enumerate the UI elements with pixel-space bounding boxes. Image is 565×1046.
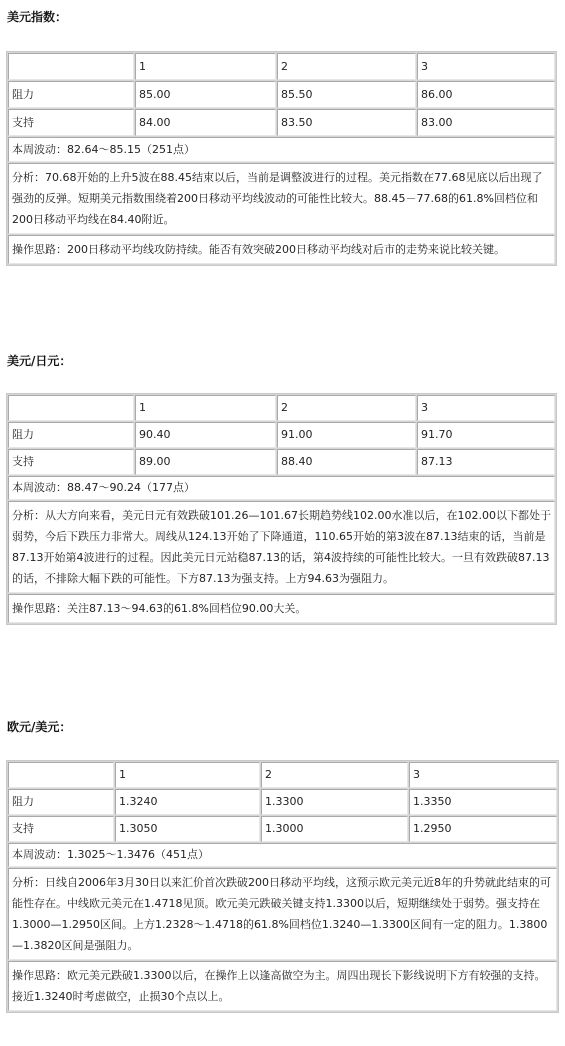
support-row	[8, 816, 557, 842]
weekly-range-text: 本周波动：1.3025～1.3476（451点）	[8, 843, 557, 867]
usd-jpy-table	[6, 393, 557, 625]
analysis-text: 分析：70.68开始的上升5波在88.45结束以后，当前是调整波进行的过程。美元指数在77.68见底以后出现了强劲的反弹。短期美元指数围绕着200日移动平均线波动的可能性比较大。88.45－77.68的61.8%回档位和200日移动平均线在84.40附近。	[8, 163, 555, 234]
value-cell: 83.50	[277, 109, 416, 136]
table-header-row	[8, 395, 555, 421]
weekly-range-text: 本周波动：82.64～85.15（251点）	[8, 137, 555, 162]
value-cell: 85.50	[277, 81, 416, 108]
header-cell	[8, 53, 134, 80]
usd-index-table	[6, 51, 557, 266]
strategy-row	[8, 594, 555, 623]
resistance-row	[8, 789, 557, 815]
analysis-row	[8, 163, 555, 234]
header-cell: 2	[277, 53, 416, 80]
value-cell: 1.3350	[409, 789, 557, 815]
weekly-range-row	[8, 843, 557, 867]
weekly-range-row	[8, 137, 555, 162]
section-title-usd-index: 美元指数：	[7, 10, 68, 24]
support-row	[8, 109, 555, 136]
analysis-row	[8, 501, 555, 593]
table-header-row	[8, 53, 555, 80]
value-cell: 1.2950	[409, 816, 557, 842]
row-label: 阻力	[8, 789, 114, 815]
value-cell: 90.40	[135, 422, 276, 448]
value-cell: 1.3240	[115, 789, 260, 815]
header-cell: 1	[135, 53, 276, 80]
strategy-text: 操作思路：关注87.13～94.63的61.8%回档位90.00大关。	[8, 594, 555, 623]
support-row	[8, 449, 555, 475]
strategy-row	[8, 235, 555, 264]
header-cell: 1	[115, 762, 260, 788]
header-cell: 2	[261, 762, 408, 788]
value-cell: 88.40	[277, 449, 416, 475]
value-cell: 91.70	[417, 422, 555, 448]
value-cell: 84.00	[135, 109, 276, 136]
row-label: 支持	[8, 109, 134, 136]
value-cell: 85.00	[135, 81, 276, 108]
strategy-text: 操作思路：200日移动平均线攻防持续。能否有效突破200日移动平均线对后市的走势来说比较关键。	[8, 235, 555, 264]
value-cell: 1.3050	[115, 816, 260, 842]
resistance-row	[8, 422, 555, 448]
value-cell: 83.00	[417, 109, 555, 136]
row-label: 支持	[8, 816, 114, 842]
header-cell: 3	[417, 395, 555, 421]
header-cell: 1	[135, 395, 276, 421]
header-cell: 3	[417, 53, 555, 80]
strategy-text: 操作思路：欧元美元跌破1.3300以后，在操作上以逢高做空为主。周四出现长下影线说明下方有较强的支持。接近1.3240时考虑做空，止损30个点以上。	[8, 961, 557, 1011]
value-cell: 87.13	[417, 449, 555, 475]
row-label: 支持	[8, 449, 134, 475]
value-cell: 1.3000	[261, 816, 408, 842]
analysis-text: 分析：日线自2006年3月30日以来汇价首次跌破200日移动平均线，这预示欧元美元近8年的升势就此结束的可能性存在。中线欧元美元在1.4718见顶。欧元美元跌破关键支持1.3300以后，短期继续处于弱势。强支持在1.3000—1.2950区间。上方1.2328～1.4718的61.8%回档位1.3240—1.3300区间有一定的阻力。1.3800—1.3820区间是强阻力。	[8, 868, 557, 960]
analysis-text: 分析：从大方向来看，美元日元有效跌破101.26—101.67长期趋势线102.00水准以后，在102.00以下都处于弱势，今后下跌压力非常大。周线从124.13开始了下降通道，110.65开始的第3波在87.13结束的话，当前是87.13开始第4波进行的过程。因此美元日元站稳87.13的话，第4波持续的可能性比较大。一旦有效跌破87.13的话，不排除大幅下跌的可能性。下方87.13为强支持。上方94.63为强阻力。	[8, 501, 555, 593]
header-cell	[8, 762, 114, 788]
eur-usd-table	[6, 760, 559, 1013]
row-label: 阻力	[8, 81, 134, 108]
section-title-usd-jpy: 美元/日元：	[7, 354, 72, 368]
weekly-range-text: 本周波动：88.47～90.24（177点）	[8, 476, 555, 500]
header-cell: 3	[409, 762, 557, 788]
value-cell: 1.3300	[261, 789, 408, 815]
value-cell: 89.00	[135, 449, 276, 475]
table-header-row	[8, 762, 557, 788]
value-cell: 86.00	[417, 81, 555, 108]
value-cell: 91.00	[277, 422, 416, 448]
header-cell: 2	[277, 395, 416, 421]
analysis-row	[8, 868, 557, 960]
row-label: 阻力	[8, 422, 134, 448]
weekly-range-row	[8, 476, 555, 500]
section-title-eur-usd: 欧元/美元：	[7, 720, 72, 734]
strategy-row	[8, 961, 557, 1011]
header-cell	[8, 395, 134, 421]
resistance-row	[8, 81, 555, 108]
